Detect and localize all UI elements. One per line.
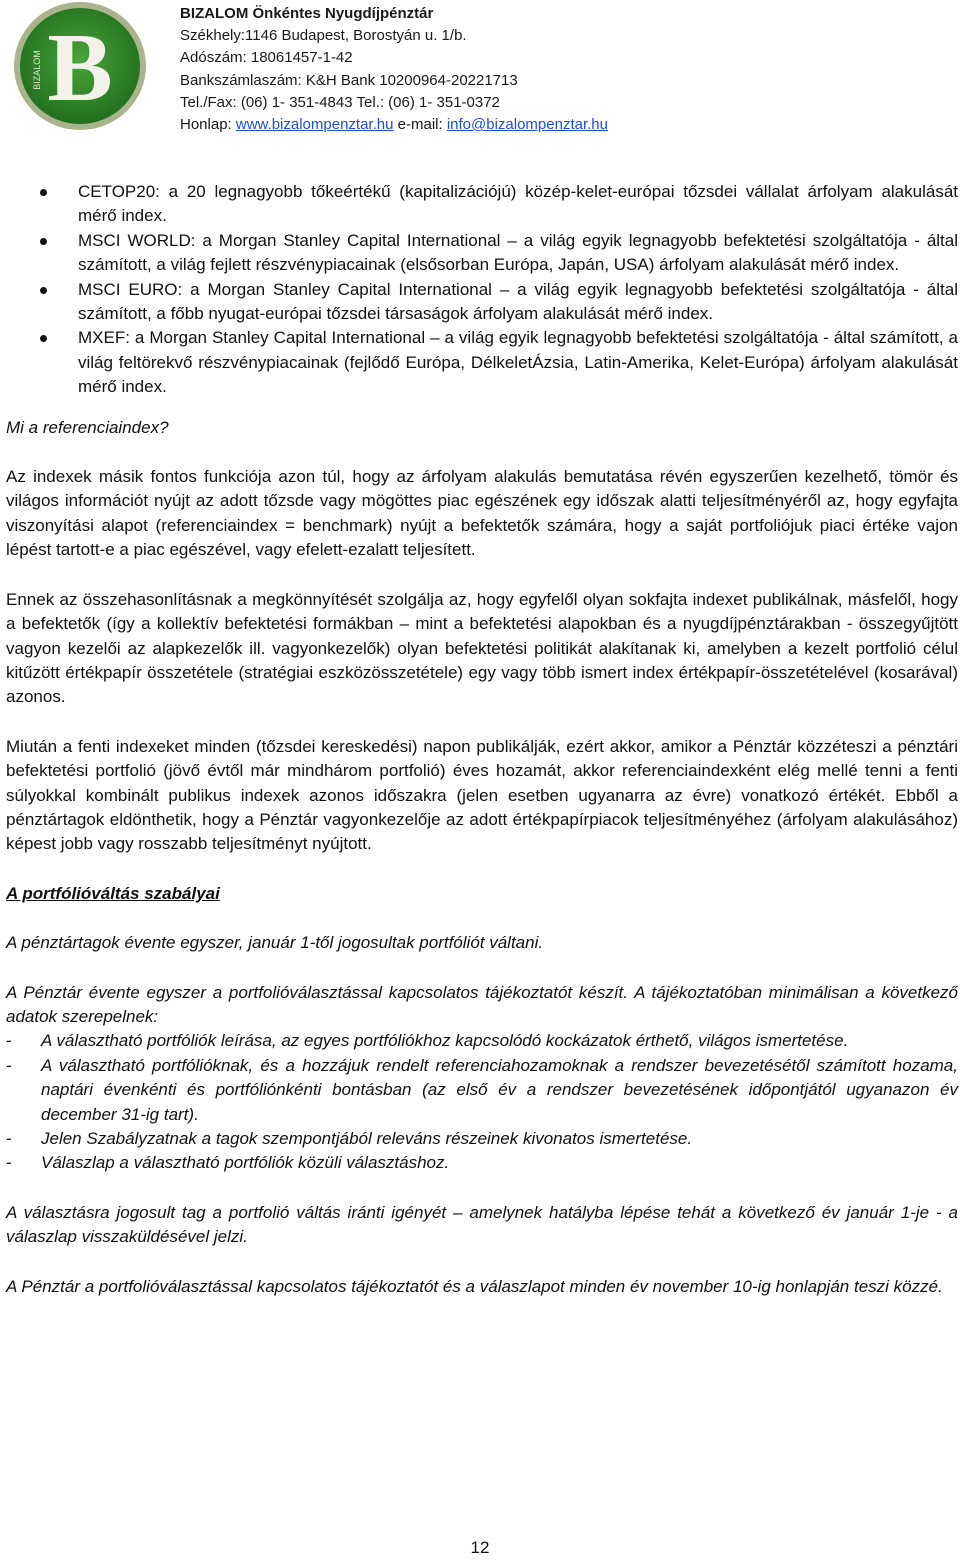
- dash-marker: -: [6, 1055, 12, 1075]
- list-item: - A választható portfóliók leírása, az egyes portfóliókhoz kapcsolódó kockázatok érthető, világos ismertetése.: [6, 1029, 958, 1053]
- list-item: - A választható portfólióknak, és a hozzájuk rendelt referenciahozamoknak a rendszer bevezetésétől számított hozama, naptári évenkénti és portfóliónkénti bontásban (az első év a rendszer bevezetésének időpontjától ugyanazon év december 31-ig tart).: [6, 1055, 958, 1124]
- dash-marker: -: [6, 1129, 12, 1148]
- homepage-label: Honlap:: [180, 116, 232, 134]
- index-list: [6, 180, 958, 400]
- paragraph: Az indexek másik fontos funkciója azon túl, hogy az árfolyam alakulás bemutatása révén egyszerűen kezelhető, tömör és világos információt nyújt az adott tőzsde vagy mögöttes piac egészének egy időszak alatti teljesítményéről az, hogy egyfajta viszonyítási alapot (referenciaindex = benchmark) nyújt a befektetők számára, hogy a saját portfoliójuk piaci értéke vajon lépést tartott-e a piac egészével, vagy efelett-ezalatt teljesített.: [6, 467, 958, 560]
- bullet-icon: [40, 287, 47, 294]
- rule-paragraph: A pénztártagok évente egyszer, január 1-től jogosultak portfóliót váltani.: [6, 933, 544, 953]
- list-item: - Jelen Szabályzatnak a tagok szempontjából releváns részeinek kivonatos ismertetése.: [6, 1127, 958, 1151]
- bullet-icon: [40, 189, 47, 196]
- list-item: CETOP20: a 20 legnagyobb tőkeértékű (kapitalizációjú) közép-kelet-európai tőzsdei vállalat árfolyam alakulását mérő index.: [6, 180, 958, 229]
- contact-line: [180, 114, 608, 136]
- paragraph: Miután a fenti indexeket minden (tőzsdei kereskedési) napon publikálják, ezért akkor, amikor a Pénztár közzéteszi a pénztári befektetési portfolió (jövő évtől már mindhárom portfolió) éves hozamát, akkor referenciaindexként elég mellé tenni a fenti súlyokkal kombinált publikus indexek azonos időszakra (jelen esetben ugyanarra az évre) vonatkozó értékét. Ebből a pénztártagok eldönthetik, hogy a Pénztár vagyonkezelője az adott értékpapírpiacok teljesítményéhez (árfolyam alakulásához) képest jobb vagy rosszabb teljesítményt nyújtott.: [6, 736, 958, 854]
- bullet-icon: [40, 335, 47, 342]
- bullet-icon: [40, 238, 47, 245]
- dash-marker: -: [6, 1153, 12, 1173]
- svg-text:BIZALOM: BIZALOM: [32, 50, 42, 90]
- rule-paragraph: A Pénztár évente egyszer a portfolióválasztással kapcsolatos tájékoztatót készít. A tájékoztatóban minimálisan a következő adatok szerepelnek:: [6, 982, 958, 1026]
- homepage-link[interactable]: www.bizalompenztar.hu: [235, 116, 394, 134]
- bizalom-logo: [2, 0, 168, 132]
- bank-account: Bankszámlaszám: K&H Bank 10200964-20221713: [180, 71, 518, 89]
- phone-fax: Tel./Fax: (06) 1- 351-4843 Tel.: (06) 1- 351-0372: [180, 93, 500, 111]
- rule-paragraph: A Pénztár a portfolióválasztással kapcsolatos tájékoztatót és a válaszlapot minden év november 10-ig honlapján teszi közzé.: [6, 1276, 943, 1296]
- list-item: MXEF: a Morgan Stanley Capital International – a világ egyik legnagyobb befektetési szolgáltatója - által számított, a világ feltörekvő részvénypiacainak (fejlődő Európa, DélkeletÁzsia, Latin-Amerika, Kelet-Európa) árfolyam alakulását mérő index.: [6, 326, 958, 399]
- document-body: [6, 180, 958, 1299]
- email-link[interactable]: info@bizalompenztar.hu: [446, 116, 608, 134]
- list-item: - Válaszlap a választható portfóliók közüli választáshoz.: [6, 1151, 958, 1175]
- question-heading: Mi a referenciaindex?: [6, 417, 169, 437]
- page-number: 12: [470, 1538, 490, 1557]
- svg-text:B: B: [47, 14, 113, 122]
- paragraph: Ennek az összehasonlításnak a megkönnyítését szolgálja az, hogy egyfelől olyan sokfajta indexet publikálnak, másfelől, hogy a befektetők (így a kollektív befektetési formákban – mint a befektetési alapokban és a nyugdíjpénztárakban - összegyűjtött vagyon kezelői az alapkezelők ill. vagyonkezelők) olyan befektetési politikát alakítanak ki, amelyben a kezelt portfolió célul kitűzött értékpapír összetétele (stratégiai eszközösszetétele) egy vagy több ismert index értékpapír-összetételével (kosarával) azonos.: [6, 589, 958, 707]
- org-address: Székhely:1146 Budapest, Borostyán u. 1/b.: [180, 27, 467, 45]
- info-list: [6, 1029, 958, 1175]
- rule-paragraph: A választásra jogosult tag a portfolió váltás iránti igényét – amelynek hatályba lépése tehát a következő év január 1-je - a válaszlap visszaküldésével jelzi.: [6, 1202, 958, 1247]
- list-item: MSCI WORLD: a Morgan Stanley Capital International – a világ egyik legnagyobb befektetési szolgáltatója - által számított, a világ fejlett részvénypiacainak (elsősorban Európa, Japán, USA) árfolyam alakulását mérő index.: [6, 229, 958, 278]
- email-label: e-mail:: [397, 116, 443, 134]
- tax-id: Adószám: 18061457-1-42: [180, 49, 353, 67]
- section-title: A portfólióváltás szabályai: [6, 883, 220, 903]
- letterhead: [180, 3, 608, 136]
- list-item: MSCI EURO: a Morgan Stanley Capital International – a világ egyik legnagyobb befektetési szolgáltatója - által számított, a főbb nyugat-európai tőzsdei társaságok árfolyam alakulását mérő index.: [6, 278, 958, 327]
- org-name: BIZALOM Önkéntes Nyugdíjpénztár: [180, 5, 434, 22]
- dash-marker: -: [6, 1031, 12, 1051]
